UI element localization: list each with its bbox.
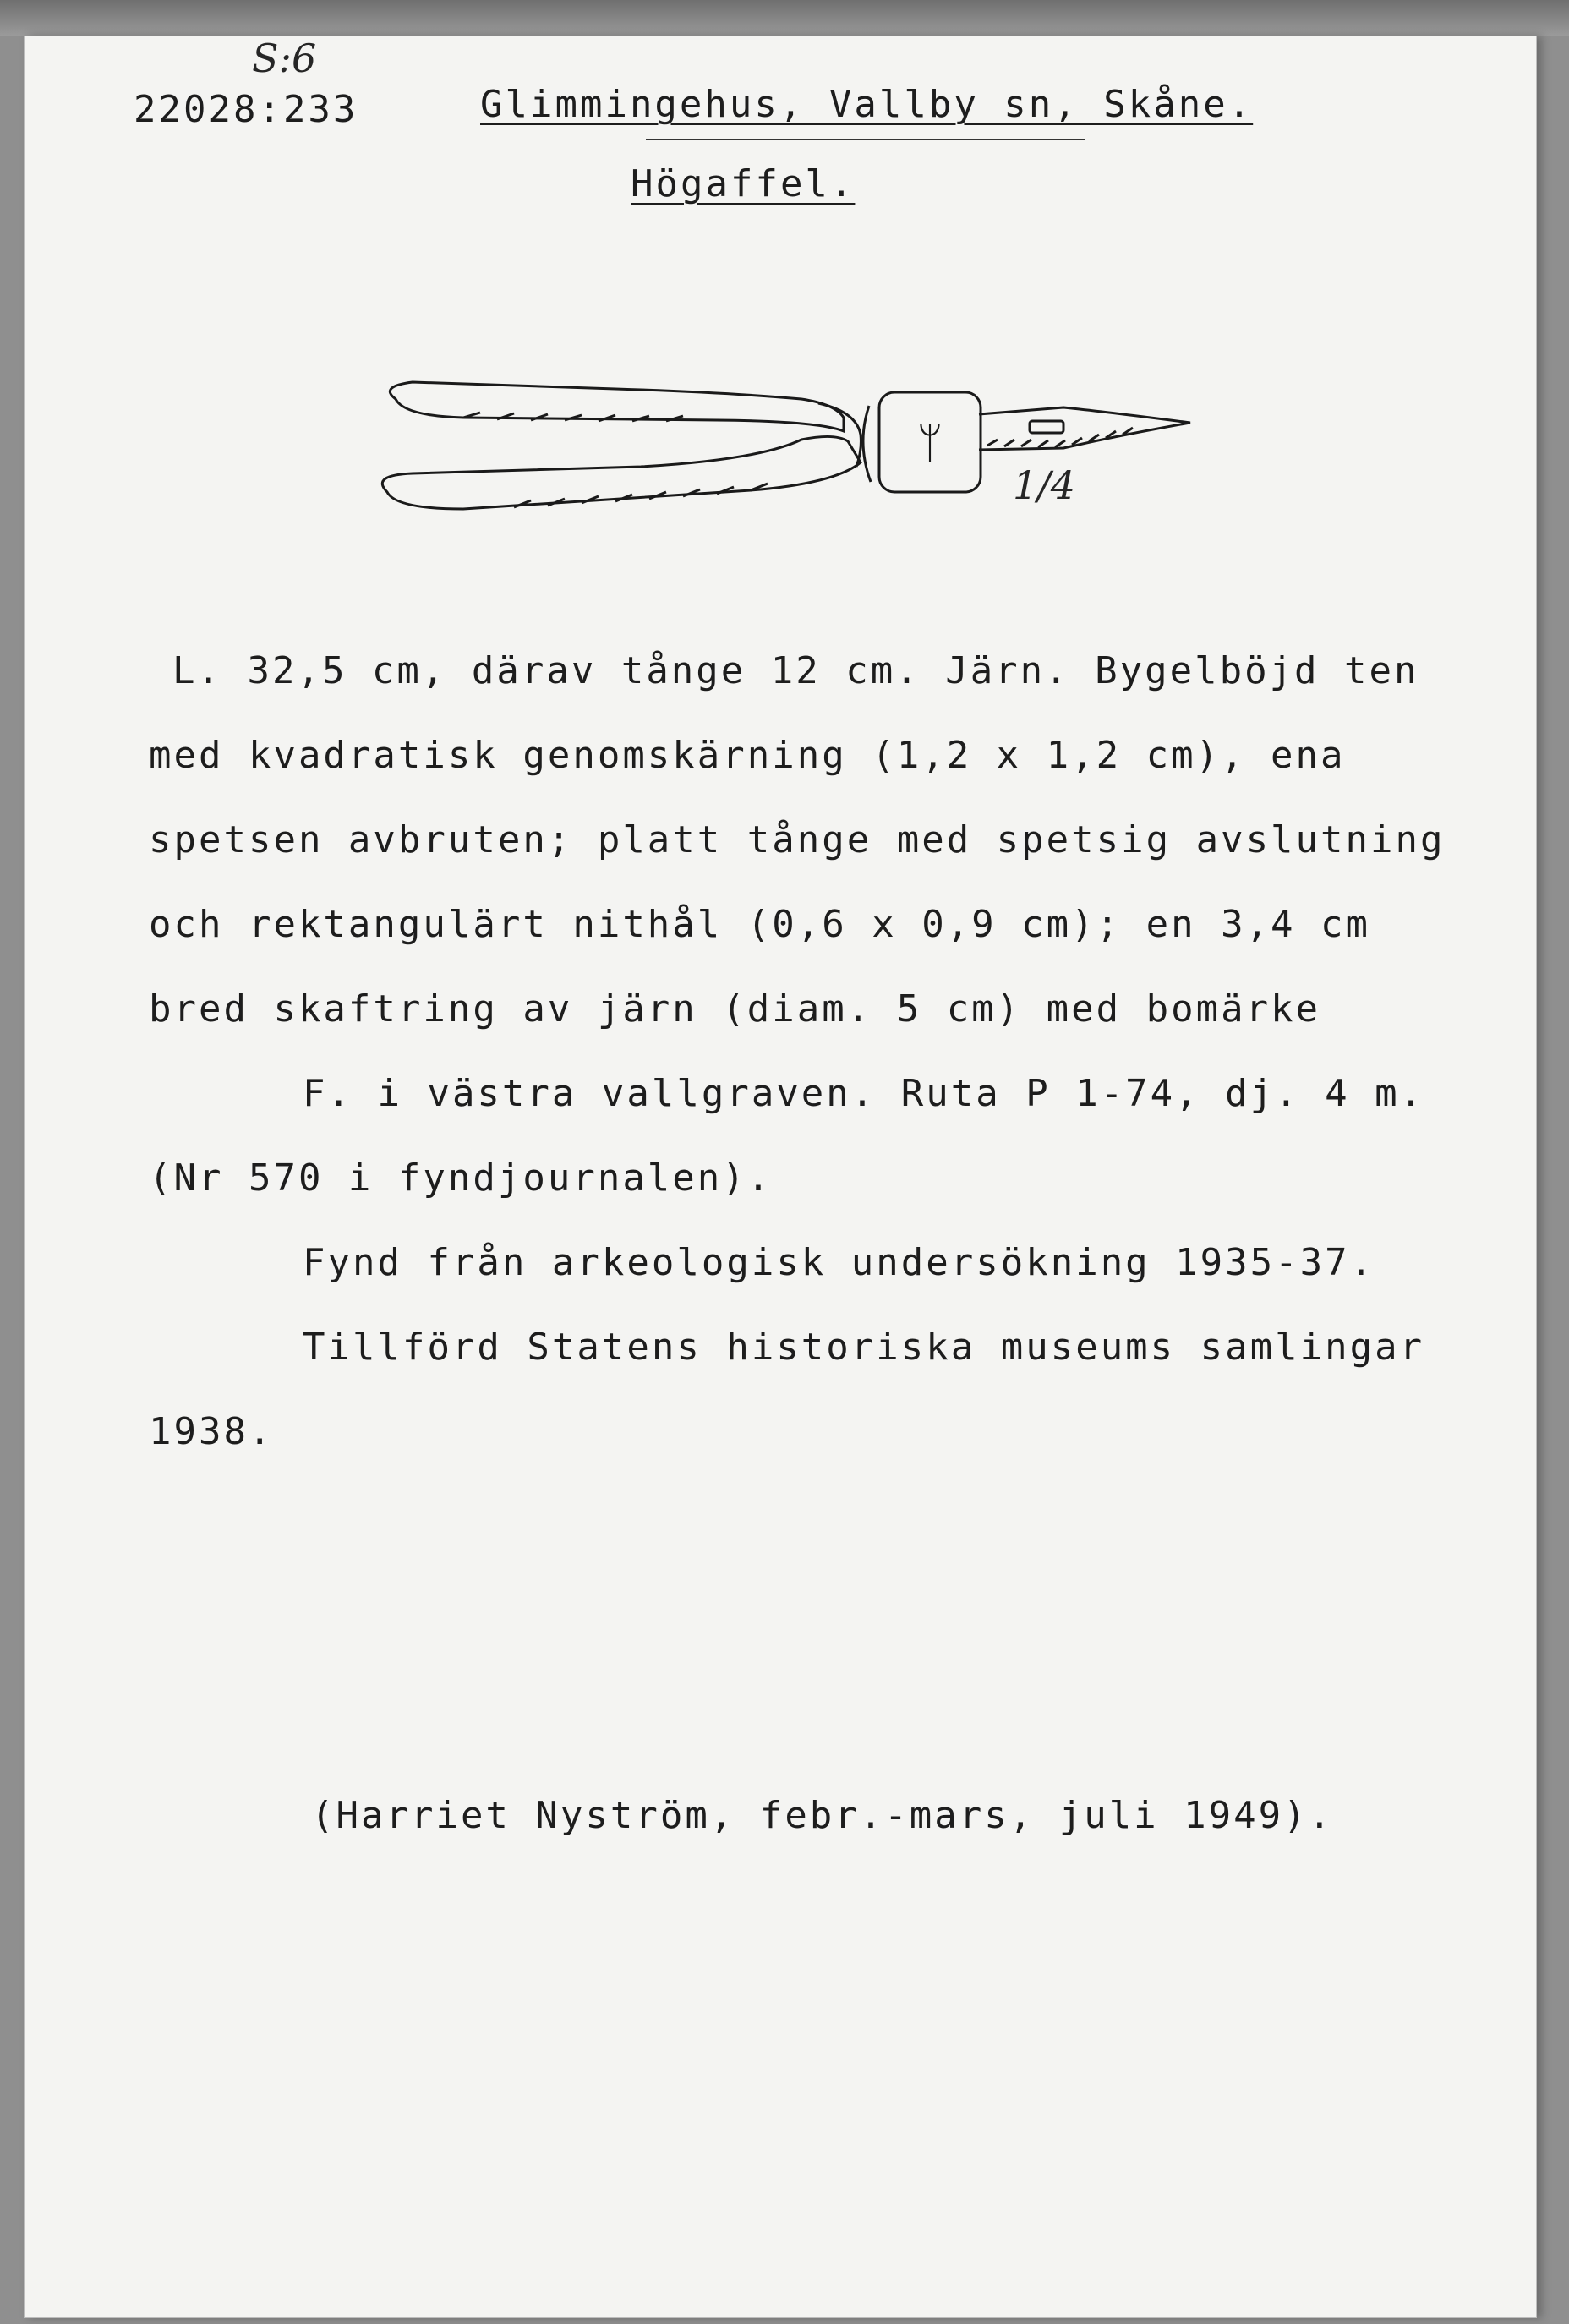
catalog-card bbox=[24, 36, 1537, 2318]
owner-mark-icon: ᛘ bbox=[916, 418, 943, 469]
rivet-hole bbox=[1030, 421, 1063, 433]
body-line-8: Fynd från arkeologisk undersökning 1935-37. bbox=[303, 1241, 1375, 1284]
object-name: Högaffel. bbox=[631, 162, 856, 205]
body-line-4: och rektangulärt nithål (0,6 x 0,9 cm); en 3,4 cm bbox=[149, 903, 1371, 946]
body-line-10: 1938. bbox=[149, 1410, 274, 1453]
handwritten-note: S:6 bbox=[252, 36, 317, 81]
pitchfork-illustration bbox=[362, 340, 1207, 560]
body-line-2: med kvadratisk genomskärning (1,2 x 1,2 cm), ena bbox=[149, 734, 1346, 777]
ring-inner-left bbox=[863, 406, 871, 482]
catalog-number: 22028:233 bbox=[134, 88, 358, 131]
body-line-6: F. i västra vallgraven. Ruta P 1-74, dj. 4 m. bbox=[303, 1072, 1425, 1115]
upper-tine bbox=[390, 382, 844, 431]
scan-background-edge bbox=[0, 0, 1569, 36]
body-line-3: spetsen avbruten; platt tånge med spetsig avslutning bbox=[149, 818, 1446, 861]
signature-line: (Harriet Nyström, febr.-mars, juli 1949). bbox=[311, 1794, 1334, 1837]
body-line-7: (Nr 570 i fyndjournalen). bbox=[149, 1157, 773, 1200]
location-underline-extra bbox=[646, 139, 1085, 140]
body-line-5: bred skaftring av järn (diam. 5 cm) med bomärke bbox=[149, 987, 1321, 1031]
body-line-9: Tillförd Statens historiska museums samlingar bbox=[303, 1326, 1425, 1369]
body-line-1: L. 32,5 cm, därav tånge 12 cm. Järn. Bygelböjd ten bbox=[172, 649, 1419, 692]
scale-label: 1/4 bbox=[1013, 462, 1076, 508]
find-location: Glimmingehus, Vallby sn, Skåne. bbox=[480, 83, 1254, 126]
